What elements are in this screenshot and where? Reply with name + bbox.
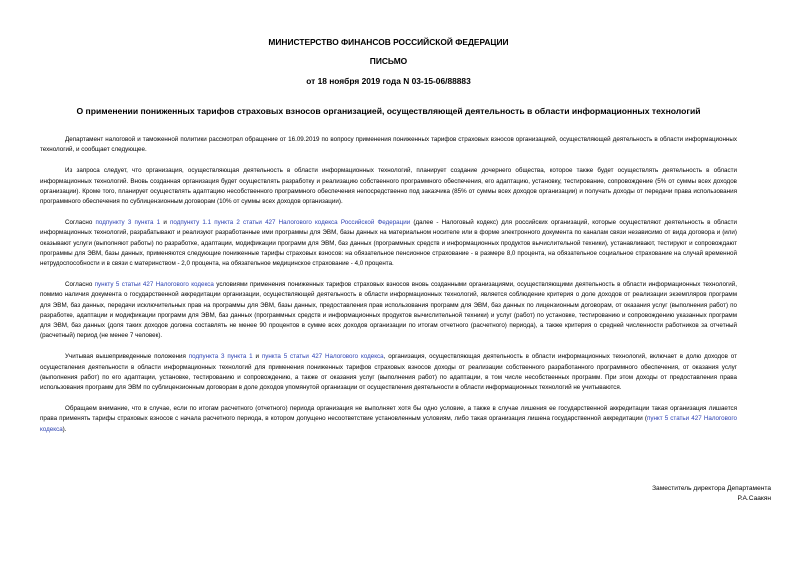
signatory-position: Заместитель директора Департамента — [652, 485, 771, 492]
signatory-name: Р.А.Саакян — [737, 495, 771, 502]
link-subparagraph-1-1-point-2-article-427[interactable]: подпункту 1.1 пункта 2 статьи 427 Налогового кодекса Российской Федерации — [170, 219, 411, 227]
letter-body — [40, 135, 737, 435]
paragraph-5 — [40, 352, 737, 393]
paragraph-3-text-c: (далее - Налоговый кодекс) для российских организаций, которые осуществляют деятельность в области информационных технологий, разрабатывают и реализуют разработанные ими программы для ЭВМ, базы данных на материальном носителе или в форме электронного документа по каналам связи независимо от вида договора и (или) оказывают услуги (выполняют работы) по разработке, адаптации, модификации программ для ЭВМ, баз данных (программных средств и информационных продуктов вычислительной техники), устанавливают, тестируют и сопровождают программы для ЭВМ, базы данных, применяются следующие пониженные тарифы страховых взносов: на обязательное пенсионное страхование - в размере 8,0 процента, на обязательное социальное страхование на случай временной нетрудоспособности и в связи с материнством - 2,0 процента, на обязательное медицинское страхование - 4,0 процента. — [40, 219, 738, 268]
ministry-title: МИНИСТЕРСТВО ФИНАНСОВ РОССИЙСКОЙ ФЕДЕРАЦИИ — [268, 37, 509, 47]
letter-subject: О применении пониженных тарифов страховых взносов организацией, осуществляющей деятельность в области информационных технологий — [76, 106, 701, 116]
date-number: от 18 ноября 2019 года N 03-15-06/88883 — [306, 76, 471, 86]
paragraph-4 — [40, 280, 737, 341]
paragraph-5-text-a: Учитывая вышеприведенные положения — [65, 353, 189, 361]
paragraph-5-text-c: , организация, осуществляющая деятельность в области информационных технологий, включает в долю доходов от осуществления деятельности в области информационных технологий для применения пониженных тарифов страховых взносов доходы от реализации собственного разработанного программного обеспечения, от оказания услуг (выполнения работ) по его адаптации, установке, тестированию и сопровождению, а также от оказания услуг (выполнения работ) по адаптации, в том числе несобственных программ. При этом доходы от предоставления права использования программ для ЭВМ по сублицензионным договорам в доле доходов упомянутой организации от осуществления деятельности в области информационных технологий не учитываются. — [40, 353, 737, 392]
paragraph-1: Департамент налоговой и таможенной политики рассмотрел обращение от 16.09.2019 по вопросу применения пониженных тарифов страховых взносов организацией, осуществляющей деятельность в области информационных технологий, и сообщает следующее. — [40, 136, 737, 154]
paragraph-4-text-a: Согласно — [65, 281, 95, 289]
paragraph-3-text-b: и — [160, 219, 170, 227]
paragraph-5-text-b: и — [252, 353, 262, 361]
paragraph-4-text-b: условиями применения пониженных тарифов страховых взносов вновь созданными организациями, осуществляющими деятельность в области информационных технологий, помимо наличия документа о государственной аккредитации организации, осуществляющей деятельность в области информационных технологий, является соблюдение критерия о доле доходов от реализации экземпляров программ для ЭВМ, баз данных, передачи исключительных прав на программы для ЭВМ, базы данных, предоставления прав использования программ для ЭВМ, баз данных по лицензионным договорам, от оказания услуг (выполнения работ) по разработке, адаптации и модификации программ для ЭВМ, баз данных (программных средств и информационных продуктов вычислительной техники) и услуг (работ) по установке, тестированию и сопровождению указанных программ для ЭВМ, баз данных (доля таких доходов должна составлять не менее 90 процентов в сумме всех доходов организации по итогам отчетного (расчетного) периода), а также критерия о средней численности работников за отчетный (расчетный) период (не менее 7 человек). — [40, 281, 737, 340]
paragraph-2: Из запроса следует, что организация, осуществляющая деятельность в области информационных технологий, планирует создание дочернего общества, которое также будет осуществлять деятельность в области информационных технологий. Вновь созданная организация будет осуществлять разработку и реализацию собственного программного обеспечения, его адаптацию, установку, тестирование, сопровождение (5% от суммы всех доходов организации). Кроме того, планирует осуществлять адаптацию несобственного программного обеспечения непосредственно под заказчика (85% от суммы всех доходов организации) и получать доходы от передачи права использования программного обеспечения по сублицензионным договорам (10% от суммы всех доходов организации). — [40, 167, 737, 206]
paragraph-6 — [40, 404, 737, 435]
link-subparagraph-3-point-1[interactable]: подпункта 3 пункта 1 — [188, 353, 253, 361]
link-point-5-article-427[interactable]: пункту 5 статьи 427 Налогового кодекса — [94, 281, 214, 289]
paragraph-3 — [40, 218, 737, 269]
link-point-5-article-427[interactable]: пункт 5 статьи 427 Налогового кодекса — [40, 415, 737, 433]
document-type: ПИСЬМО — [369, 56, 408, 66]
link-point-5-article-427[interactable]: пункта 5 статьи 427 Налогового кодекса — [261, 353, 384, 361]
paragraph-6-text-b: ). — [62, 425, 67, 433]
paragraph-6-text-a: Обращаем внимание, что в случае, если по итогам расчетного (отчетного) периода организация не выполняет хотя бы одно условие, а также в случае лишения ее государственной аккредитации такая организация лишается права применять тарифы страховых взносов с начала расчетного периода, в котором допущено несоответствие установленным условиям, либо такая организация лишена государственной аккредитации ( — [40, 405, 737, 423]
signature-block — [652, 484, 771, 504]
paragraph-3-text-a: Согласно — [65, 219, 96, 227]
link-subparagraph-3-point-1[interactable]: подпункту 3 пункта 1 — [95, 219, 161, 227]
